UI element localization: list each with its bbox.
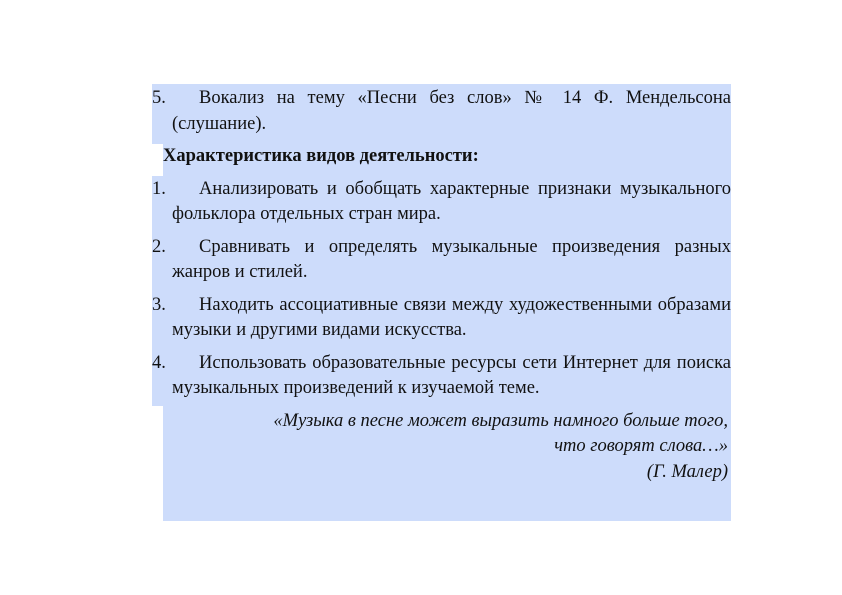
list-item-text: Анализировать и обобщать характерные признаки музыкального фольклора отдельных стран мира.	[172, 178, 731, 224]
list-item-number: 2.	[152, 236, 166, 257]
epigraph-quote	[152, 409, 731, 486]
list-item-number: 5.	[152, 88, 166, 108]
list-item-number: 3.	[152, 294, 166, 315]
quote-author: (Г. Малер)	[646, 461, 728, 482]
list-item-1	[152, 177, 731, 228]
list-item-4	[152, 351, 731, 402]
list-item-2	[152, 235, 731, 286]
list-item-text: Использовать образовательные ресурсы сети Интернет для поиска музыкальных произведений к изучаемой теме.	[172, 352, 731, 398]
quote-line-2: что говорят слова…»	[554, 436, 728, 456]
list-item-number: 4.	[152, 352, 166, 373]
list-item-text: Вокализ на тему «Песни без слов» № 14 Ф. Мендельсона (слушание).	[172, 88, 731, 134]
list-item-number: 1.	[152, 178, 166, 199]
section-heading: Характеристика видов деятельности:	[163, 146, 479, 166]
list-item-3	[152, 293, 731, 344]
list-item-5	[152, 86, 731, 137]
list-item-text: Находить ассоциативные связи между художественными образами музыки и другими видами искусства.	[172, 294, 731, 340]
document-content	[152, 86, 731, 485]
list-item-text: Сравнивать и определять музыкальные произведения разных жанров и стилей.	[172, 236, 731, 282]
quote-line-1: «Музыка в песне может выразить намного больше того,	[273, 410, 728, 431]
